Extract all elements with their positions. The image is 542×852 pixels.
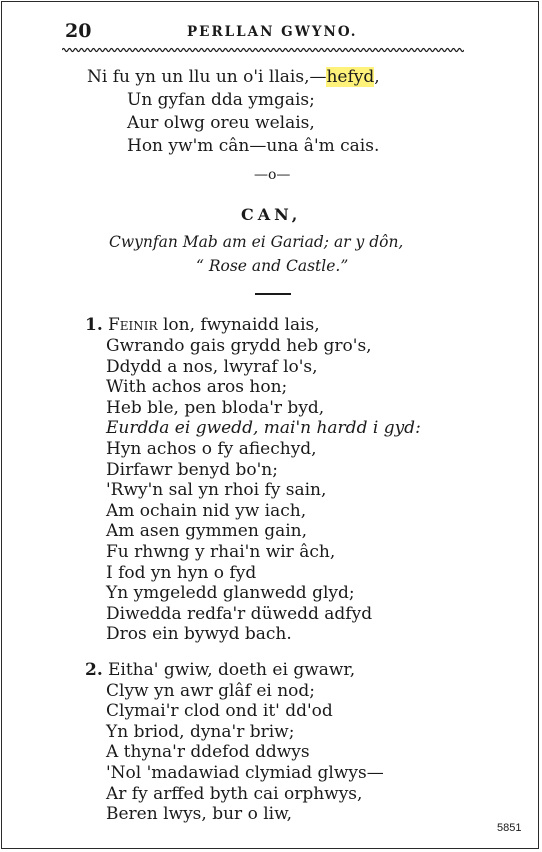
verse-line: Gwrando gais grydd heb gro's, [106,336,372,356]
verse-line: 'Rwy'n sal yn rhoi fy sain, [106,480,327,501]
verse-line: Heb ble, pen bloda'r byd, [106,397,325,418]
verse-line: Eurdda ei gwedd, mai'n hardd i gyd: [106,418,421,439]
verse-first-word: Feinir [108,315,158,335]
verse-line: Am asen gymmen gain, [106,521,308,542]
running-title: PERLLAN GWYNO. [187,24,358,40]
catalog-number: 5851 [497,822,522,834]
stanza-line-text: Ni fu yn un llu un o'i llais,— [87,67,327,87]
stanza-line [87,67,380,87]
song-title: CAN, [241,205,302,224]
song-tune: “ Rose and Castle.” [196,257,349,275]
verse-line: Am ochain nid yw iach, [106,500,307,521]
page-number: 20 [65,20,92,42]
verse-line: Yn briod, dyna'r briw; [106,721,295,742]
verse-line: Clyw yn awr glâf ei nod; [106,680,316,701]
stanza-line: Aur olwg oreu welais, [127,113,315,133]
verse-line: Ar fy arffed byth cai orphwys, [106,783,363,804]
verse-line [108,315,320,335]
verse-line: Beren lwys, bur o liw, [106,804,293,825]
highlighted-word: hefyd [326,67,375,87]
verse-line: Fu rhwng y rhai'n wir âch, [106,542,336,562]
verse-line: Dirfawr benyd bo'n; [106,459,278,480]
stanza-line: Hon yw'm cân—una â'm cais. [127,136,380,156]
verse-line: With achos aros hon; [106,377,288,398]
song-subtitle: Cwynfan Mab am ei Gariad; ar y dôn, [109,233,404,251]
verse-line: A thyna'r ddefod ddwys [106,742,310,763]
wavy-rule [62,46,464,54]
stanza-line-punct: , [374,67,380,87]
stanza-line: Un gyfan dda ymgais; [127,90,315,110]
short-rule [255,293,291,295]
section-ornament: —o— [254,167,291,183]
verse-line: Hyn achos o fy afiechyd, [106,439,317,459]
verse-number: 1. [85,315,103,335]
verse-number: 2. [85,660,103,680]
verse-line: Diwedda redfa'r düwedd adfyd [106,603,373,624]
verse-first-rest: lon, fwynaidd lais, [157,315,320,335]
verse-line: Eitha' gwiw, doeth ei gwawr, [108,660,356,680]
verse-line: Ddydd a nos, lwyraf lo's, [106,356,318,377]
verse-line: I fod yn hyn o fyd [106,562,257,583]
verse-line: Dros ein bywyd bach. [106,624,292,645]
verse-line: Clymai'r clod ond it' dd'od [106,701,333,722]
verse-line: 'Nol 'madawiad clymiad glwys— [106,763,384,783]
verse-line: Yn ymgeledd glanwedd glyd; [106,583,355,604]
